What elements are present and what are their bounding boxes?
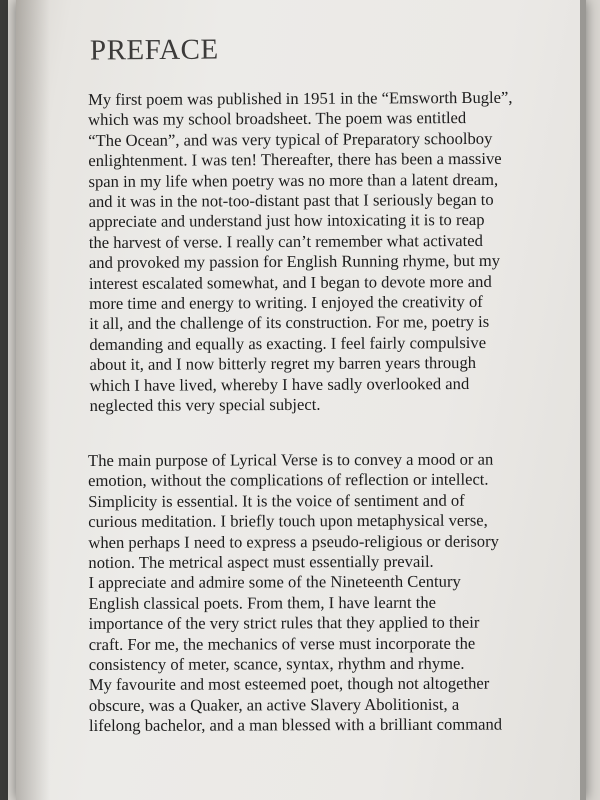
- page-gutter-shadow: [16, 0, 50, 800]
- paragraph-2: [88, 450, 502, 737]
- text-line: demanding and equally as exacting. I feel fairly compulsive: [89, 332, 487, 354]
- text-line: My first poem was published in 1951 in the “Emsworth Bugle”,: [88, 87, 513, 109]
- text-line: and provoked my passion for English Running rhyme, but my: [88, 251, 501, 273]
- text-line: consistency of meter, scance, syntax, rhythm and rhyme.: [88, 653, 465, 675]
- page-title: PREFACE: [89, 33, 219, 67]
- text-line: when perhaps I need to express a pseudo-religious or derisory: [88, 531, 499, 552]
- paragraph-1: [88, 88, 514, 417]
- text-line: curious meditation. I briefly touch upon metaphysical verse,: [88, 510, 488, 532]
- text-line: and it was in the not-too-distant past that I seriously began to: [88, 189, 494, 212]
- page-stack-edge: [580, 0, 586, 800]
- text-line: span in my life when poetry was no more than a latent dream,: [88, 169, 499, 191]
- text-line: Simplicity is essential. It is the voice of sentiment and of: [88, 490, 465, 511]
- text-line: emotion, without the complications of reflection or intellect.: [88, 470, 489, 491]
- text-line: I appreciate and admire some of the Nineteenth Century: [88, 572, 461, 593]
- text-line: about it, and I now bitterly regret my barren years through: [89, 353, 477, 375]
- text-line: the harvest of verse. I really can’t remember what activated: [88, 230, 483, 252]
- text-line: “The Ocean”, and was very typical of Preparatory schoolboy: [88, 128, 493, 150]
- text-line: English classical poets. From them, I have learnt the: [88, 592, 437, 613]
- text-line: which I have lived, whereby I have sadly overlooked and: [89, 373, 470, 395]
- text-line: The main purpose of Lyrical Verse is to convey a mood or an: [88, 449, 494, 470]
- text-line: more time and energy to writing. I enjoyed the creativity of: [89, 291, 483, 314]
- text-line: importance of the very strict rules that they applied to their: [88, 612, 480, 634]
- text-line: it all, and the challenge of its construction. For me, poetry is: [89, 312, 490, 334]
- text-line: appreciate and understand just how intoxicating it is to reap: [88, 210, 485, 232]
- text-line: which was my school broadsheet. The poem was entitled: [88, 108, 467, 130]
- text-line: enlightenment. I was ten! Thereafter, there has been a massive: [88, 149, 502, 171]
- text-line: interest escalated somewhat, and I began to devote more and: [88, 271, 492, 293]
- text-line: obscure, was a Quaker, an active Slavery Abolitionist, a: [88, 694, 460, 715]
- text-line: notion. The metrical aspect must essentially prevail.: [88, 551, 434, 573]
- text-line: My favourite and most esteemed poet, though not altogether: [88, 674, 490, 695]
- text-line: lifelong bachelor, and a man blessed with a brilliant command: [88, 714, 503, 736]
- text-line: craft. For me, the mechanics of verse must incorporate the: [88, 633, 476, 654]
- text-line: neglected this very special subject.: [89, 394, 321, 416]
